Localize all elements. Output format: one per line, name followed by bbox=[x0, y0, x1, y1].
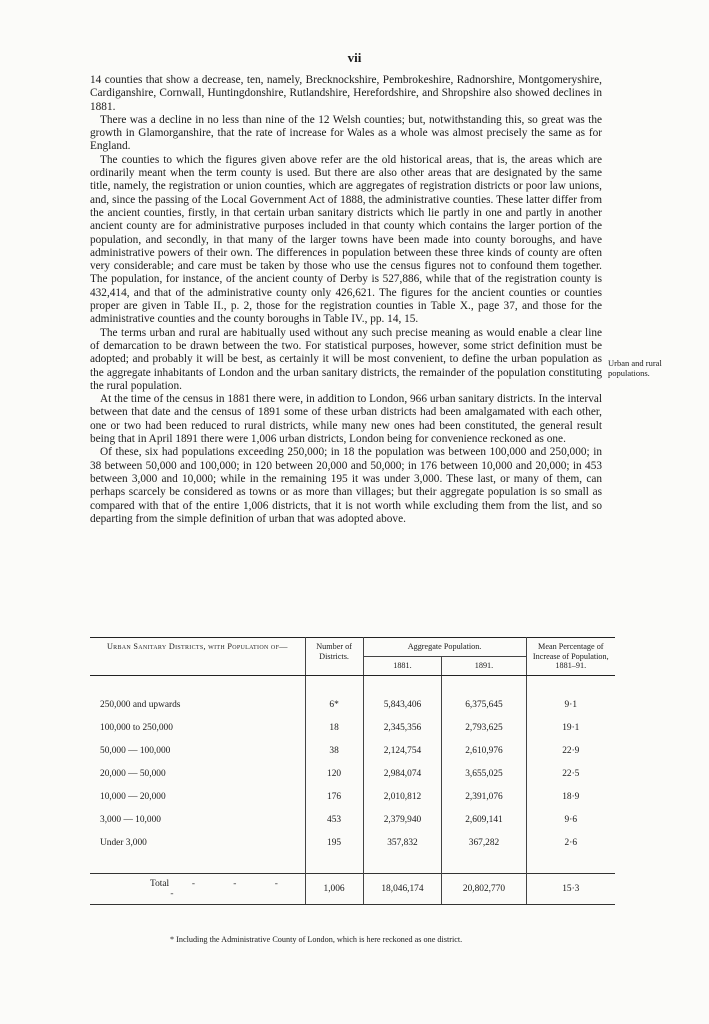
range-cell: 3,000 — 10,000 bbox=[100, 815, 161, 825]
range-cell: 50,000 — 100,000 bbox=[100, 746, 171, 756]
header-category: Urban Sanitary Districts, with Population of— bbox=[90, 638, 305, 676]
total-label: Total bbox=[150, 878, 170, 889]
paragraph-1: 14 counties that show a decrease, ten, namely, Brecknockshire, Pembrokeshire, Radnorshire, Montgomeryshire, Cardiganshire, Cornwall, Huntingdonshire, Rutlandshire, Herefordshire, and Shropshire also showed declines in 1881. bbox=[90, 74, 602, 113]
table-row bbox=[90, 832, 615, 855]
total-pop-1891: 20,802,770 bbox=[442, 873, 526, 904]
pop-1891-cell: 2,610,976 bbox=[442, 740, 526, 763]
pop-1891-cell: 3,655,025 bbox=[442, 763, 526, 786]
pop-1891-cell: 2,609,141 bbox=[442, 809, 526, 832]
pop-1881-cell: 2,345,356 bbox=[363, 717, 442, 740]
districts-cell: 195 bbox=[305, 832, 363, 855]
table-row bbox=[90, 786, 615, 809]
pop-1881-cell: 2,379,940 bbox=[363, 809, 442, 832]
range-cell: 20,000 — 50,000 bbox=[100, 769, 166, 779]
range-cell: 10,000 — 20,000 bbox=[100, 792, 166, 802]
increase-cell: 22·9 bbox=[526, 740, 615, 763]
increase-cell: 2·6 bbox=[526, 832, 615, 855]
increase-cell: 22·5 bbox=[526, 763, 615, 786]
districts-cell: 176 bbox=[305, 786, 363, 809]
pop-1881-cell: 2,010,812 bbox=[363, 786, 442, 809]
header-aggregate: Aggregate Population. bbox=[363, 638, 526, 657]
pop-1881-cell: 2,984,074 bbox=[363, 763, 442, 786]
range-cell: 100,000 to 250,000 bbox=[100, 723, 173, 733]
total-row bbox=[90, 873, 615, 904]
total-districts: 1,006 bbox=[305, 873, 363, 904]
pop-1891-cell: 6,375,645 bbox=[442, 694, 526, 717]
table-row bbox=[90, 694, 615, 717]
table-row bbox=[90, 809, 615, 832]
total-label-cell: Total - - - - bbox=[90, 873, 305, 904]
table-row bbox=[90, 717, 615, 740]
paragraph-2: There was a decline in no less than nine of the 12 Welsh counties; but, notwithstanding this, so great was the growth in Glamorganshire, that the rate of increase for Wales as a whole was almost precisely the same as for England. bbox=[90, 113, 602, 153]
pop-1891-cell: 2,793,625 bbox=[442, 717, 526, 740]
body-text bbox=[90, 74, 602, 526]
table-row bbox=[90, 763, 615, 786]
footnote: * Including the Administrative County of London, which is here reckoned as one district. bbox=[170, 935, 463, 944]
paragraph-3: The counties to which the figures given above refer are the old historical areas, that is, the areas which are ordinarily meant when the term county is used. But there are also other areas that are designated by the same title, namely, the registration or union counties, which are aggregates of registration districts or poor law unions, and, since the passing of the Local Government Act of 1888, the administrative counties. These latter differ from the ancient counties, firstly, in that certain urban sanitary districts which lie partly in one and partly in another ancient county are for administrative purposes included in that county which contains the larger portion of the population, and secondly, in that many of the larger towns have been made into county boroughs, and have administrative powers of their own. The differences in population between these three kinds of county are often very considerable; and care must be taken by those who use the census figures not to confound them together. The population, for instance, of the ancient county of Derby is 527,886, while that of the registration county is 432,414, and that of the administrative county only 426,621. The figures for the ancient counties or counties proper are given in Table II., p. 2, those for the registration counties in Table X., page 37, and those for the administrative counties and the county boroughs in Table IV., pp. 14, 15. bbox=[90, 153, 602, 326]
increase-cell: 9·1 bbox=[526, 694, 615, 717]
paragraph-6: Of these, six had populations exceeding 250,000; in 18 the population was between 100,000 and 250,000; in 38 between 50,000 and 100,000; in 120 between 20,000 and 50,000; in 176 between 10,000 and 20,000; in 453 between 3,000 and 10,000; while in the remaining 195 it was under 3,000. These last, or many of them, can perhaps scarcely be considered as towns or as more than villages; but their aggregate population is so small as compared with that of the entire 1,006 districts, that it is not worth while excluding them from the list, and so departing from the simple definition of urban that was adopted above. bbox=[90, 446, 602, 525]
header-1881: 1881. bbox=[363, 656, 442, 675]
paragraph-4: The terms urban and rural are habitually used without any such precise meaning as would enable a clear line of demarcation to be drawn between the two. For statistical purposes, however, some strict definition must be adopted; and probably it will be best, as certainly it will be most convenient, to define the urban population as the aggregate inhabitants of London and the urban sanitary districts, the remainder of the population constituting the rural population. bbox=[90, 326, 602, 392]
pop-1881-cell: 2,124,754 bbox=[363, 740, 442, 763]
districts-cell: 6* bbox=[305, 694, 363, 717]
header-1891: 1891. bbox=[442, 656, 526, 675]
paragraph-5: At the time of the census in 1881 there were, in addition to London, 966 urban sanitary districts. In the interval between that date and the census of 1891 some of these urban districts had been amalgamated with each other, one or two had been reduced to rural districts, while many new ones had been constituted, the general result being that in April 1891 there were 1,006 urban districts, London being for convenience reckoned as one. bbox=[90, 393, 602, 446]
districts-cell: 120 bbox=[305, 763, 363, 786]
table-row bbox=[90, 740, 615, 763]
increase-cell: 9·6 bbox=[526, 809, 615, 832]
population-table bbox=[90, 637, 615, 911]
districts-cell: 18 bbox=[305, 717, 363, 740]
increase-cell: 18·9 bbox=[526, 786, 615, 809]
header-number: Number of Districts. bbox=[305, 638, 363, 676]
pop-1881-cell: 357,832 bbox=[363, 832, 442, 855]
range-cell: 250,000 and upwards bbox=[100, 700, 181, 710]
districts-cell: 38 bbox=[305, 740, 363, 763]
increase-cell: 19·1 bbox=[526, 717, 615, 740]
pop-1881-cell: 5,843,406 bbox=[363, 694, 442, 717]
total-increase: 15·3 bbox=[526, 873, 615, 904]
header-mean-percentage: Mean Percentage of Increase of Population, 1881–91. bbox=[526, 638, 615, 676]
page-number: vii bbox=[347, 50, 362, 65]
pop-1891-cell: 367,282 bbox=[442, 832, 526, 855]
pop-1891-cell: 2,391,076 bbox=[442, 786, 526, 809]
districts-cell: 453 bbox=[305, 809, 363, 832]
side-note: Urban and rural populations. bbox=[608, 358, 662, 378]
table-end-rule bbox=[90, 904, 615, 911]
range-cell: Under 3,000 bbox=[100, 838, 147, 848]
total-pop-1881: 18,046,174 bbox=[363, 873, 442, 904]
